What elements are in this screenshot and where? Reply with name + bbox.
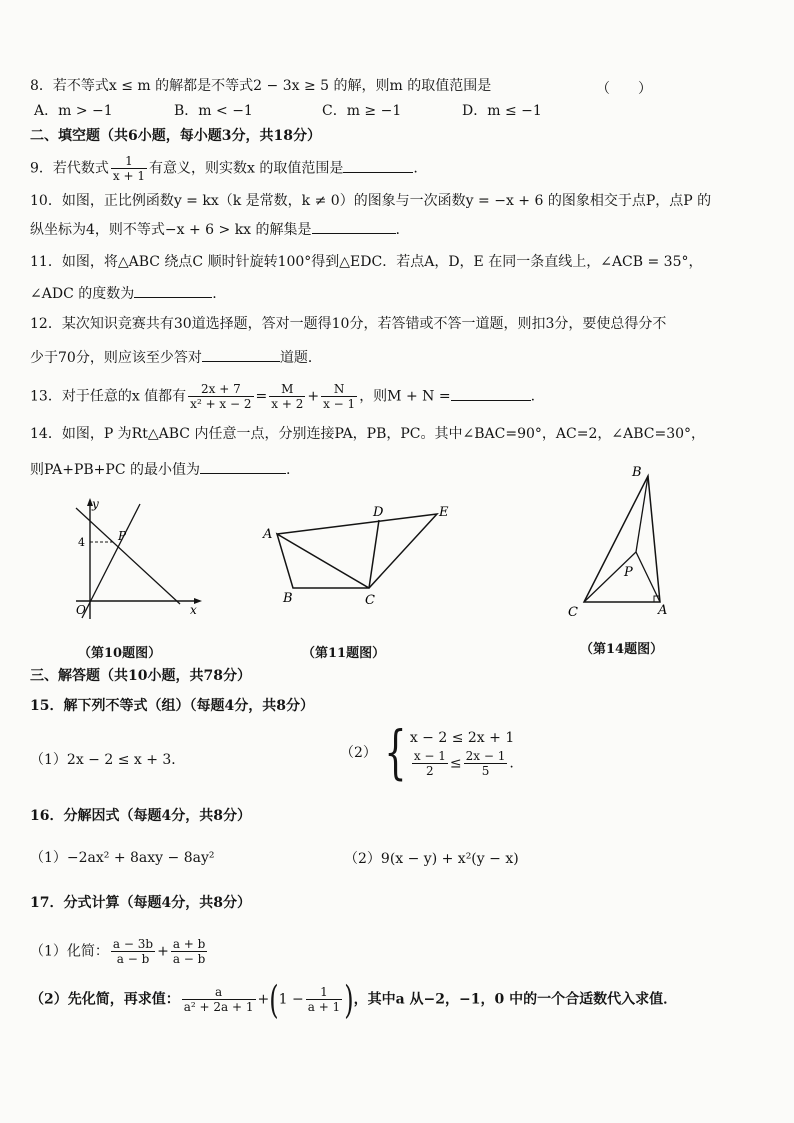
fig14-label-b: B <box>632 465 642 480</box>
q15-frac2-den: 5 <box>481 763 490 778</box>
q15-part1: （1）2x − 2 ≤ x + 3． <box>30 752 186 768</box>
q16-part1: （1）−2ax² + 8axy − 8ay² <box>30 850 215 866</box>
fig11-caption: （第11题图） <box>302 646 386 661</box>
q17-p2-lparen: ( <box>269 977 279 1022</box>
q17-p1-plus: + <box>157 943 169 960</box>
q15-frac1-num: x − 1 <box>413 748 446 763</box>
q9-fraction <box>111 154 147 183</box>
q17-p2-frac2-num: 1 <box>306 985 342 1000</box>
q17-part2-label: （2）先化简，再求值： <box>30 991 180 1008</box>
q17-p2-frac1-den: a² + 2a + 1 <box>183 1000 254 1014</box>
fig11-label-a: A <box>263 527 273 542</box>
q15-ineq2 <box>410 749 514 778</box>
q11-end: . <box>212 286 217 302</box>
q15-frac1 <box>412 749 448 778</box>
q17-p1-frac1-num: a − 3b <box>112 937 154 951</box>
q15-le: ≤ <box>449 755 462 771</box>
q10-line2 <box>30 219 400 240</box>
q13-fraction-3 <box>321 382 357 411</box>
fig14-caption: （第14题图） <box>580 642 664 657</box>
q9-pre: 9．若代数式 <box>30 160 109 177</box>
q17-part1 <box>30 937 209 966</box>
q17-p2-frac2-den: a + 1 <box>307 1000 341 1014</box>
q13-post: ，则M + N = <box>359 388 451 405</box>
q8-answer-paren: （ ） <box>596 81 652 97</box>
fig14-triangle <box>584 476 660 602</box>
fig11-label-d: D <box>373 505 384 520</box>
q15-end: . <box>509 755 514 771</box>
figure-14 <box>560 462 680 622</box>
q10-answer-blank[interactable] <box>312 219 396 234</box>
fig10-label-p: P <box>118 529 127 543</box>
figure-10 <box>58 494 208 624</box>
fig14-label-a: A <box>658 603 668 618</box>
q8-option-a: A．m > −1 <box>34 103 113 119</box>
q11-text: ∠ADC 的度数为 <box>30 286 135 302</box>
figure-11 <box>255 500 465 610</box>
fig11-label-e: E <box>439 505 449 520</box>
q15-part2 <box>340 718 515 786</box>
fig10-label-o: O <box>76 603 86 617</box>
q15-frac1-den: 2 <box>426 763 434 778</box>
q13-f2-den: x + 2 <box>271 397 304 411</box>
q13-f1-den: x² + x − 2 <box>190 397 252 411</box>
q8-options <box>34 101 542 121</box>
q15-title: 15．解下列不等式（组）（每题4分，共8分） <box>30 698 314 714</box>
q13-line <box>30 382 535 411</box>
fig14-label-p: P <box>624 565 633 580</box>
q17-title: 17．分式计算（每题4分，共8分） <box>30 895 251 911</box>
q17-p2-post: ，其中a 从−2，−1，0 中的一个合适数代入求值． <box>353 991 678 1008</box>
q8-option-b: B．m < −1 <box>174 103 253 119</box>
q12-text: 少于70分，则应该至少答对 <box>30 350 202 366</box>
q11-line1: 11．如图，将△ABC 绕点C 顺时针旋转100°得到△EDC．若点A，D，E 在同一条直线上，∠ACB = 35°， <box>30 254 703 270</box>
q9-line <box>30 154 418 183</box>
q13-fraction-1 <box>188 382 253 411</box>
q15-system-brace: { <box>384 718 407 786</box>
q14-line1: 14．如图，P 为Rt△ABC 内任意一点，分别连接PA，PB，PC。其中∠BAC=90°，AC=2，∠ABC=30°， <box>30 426 706 442</box>
fig10-caption: （第10题图） <box>78 646 162 661</box>
fig11-lines <box>277 514 437 588</box>
q12-answer-blank[interactable] <box>202 347 280 362</box>
q15-part2-label: （2） <box>340 745 377 761</box>
q17-p2-rparen: ) <box>344 977 354 1022</box>
q17-p2-plus: + <box>257 991 270 1008</box>
q13-f2-num: M <box>269 382 305 397</box>
q17-p2-frac1-num: a <box>182 985 256 1000</box>
q13-pre: 13．对于任意的x 值都有 <box>30 388 187 405</box>
section-3-title: 三、解答题（共10小题，共78分） <box>30 668 251 684</box>
fig11-label-c: C <box>365 593 375 608</box>
q12-line2 <box>30 347 322 368</box>
q13-fraction-2 <box>269 382 305 411</box>
q12-line1: 12．某次知识竞赛共有30道选择题，答对一题得10分，若答错或不答一道题，则扣3分，要使总得分不 <box>30 316 667 332</box>
fig10-label-4: 4 <box>78 536 85 549</box>
q17-p2-one-minus: 1 − <box>278 991 304 1008</box>
q9-post: 有意义，则实数x 的取值范围是 <box>149 160 344 177</box>
q16-part2: （2）9(x − y) + x²(y − x) <box>344 851 519 867</box>
q14-end: . <box>286 462 291 478</box>
q10-text: 纵坐标为4，则不等式−x + 6 > kx 的解集是 <box>30 222 312 238</box>
q9-frac-den: x + 1 <box>112 169 146 183</box>
q14-line2 <box>30 459 290 480</box>
q13-answer-blank[interactable] <box>451 386 531 401</box>
fig11-label-b: B <box>283 591 293 606</box>
q8-option-d: D．m ≤ −1 <box>462 103 542 119</box>
q15-frac2 <box>464 749 508 778</box>
q14-text: 则PA+PB+PC 的最小值为 <box>30 462 200 478</box>
q13-eq: = <box>255 388 268 405</box>
q8-stem-line <box>30 76 491 96</box>
q16-title: 16．分解因式（每题4分，共8分） <box>30 808 251 824</box>
q13-end: . <box>530 388 536 405</box>
section-2-title: 二、填空题（共6小题，每小题3分，共18分） <box>30 128 321 144</box>
q17-p1-frac1 <box>111 937 155 966</box>
q15-ineq1: x − 2 ≤ 2x + 1 <box>409 729 515 746</box>
q12-end: 道题． <box>279 350 322 366</box>
q8-option-c: C．m ≥ −1 <box>322 103 402 119</box>
q13-f1-num: 2x + 7 <box>188 382 253 397</box>
fig10-line-y-neg-x-6 <box>76 508 180 604</box>
fig14-label-c: C <box>568 605 578 620</box>
q17-p2-frac2 <box>306 985 342 1014</box>
q13-plus: + <box>307 388 320 405</box>
q11-line2 <box>30 283 217 304</box>
q10-end: . <box>395 222 400 238</box>
q15-frac2-num: 2x − 1 <box>465 748 506 763</box>
fig10-label-y: y <box>92 497 99 511</box>
q11-answer-blank[interactable] <box>134 283 212 298</box>
q17-p1-frac2-num: a + b <box>172 937 206 951</box>
q17-p1-frac2-den: a − b <box>172 952 206 966</box>
q17-part2 <box>30 977 678 1022</box>
q8-stem: 8．若不等式x ≤ m 的解都是不等式2 − 3x ≥ 5 的解，则m 的取值范围是 <box>30 78 492 94</box>
q13-f3-num: N <box>321 382 357 397</box>
q14-answer-blank[interactable] <box>200 459 286 474</box>
q9-end: . <box>413 160 418 177</box>
q17-p1-frac1-den: a − b <box>116 952 150 966</box>
q15-system <box>410 727 514 778</box>
fig10-label-x: x <box>190 603 197 617</box>
q17-part1-label: （1）化简： <box>30 943 109 960</box>
q10-line1: 10．如图，正比例函数y = kx（k 是常数，k ≠ 0）的图象与一次函数y = −x + 6 的图象相交于点P，点P 的 <box>30 193 712 209</box>
q13-f3-den: x − 1 <box>323 397 356 411</box>
q17-p2-frac1 <box>182 985 256 1014</box>
q17-p1-frac2 <box>171 937 208 966</box>
q9-frac-num: 1 <box>111 154 147 169</box>
q9-answer-blank[interactable] <box>343 158 413 173</box>
